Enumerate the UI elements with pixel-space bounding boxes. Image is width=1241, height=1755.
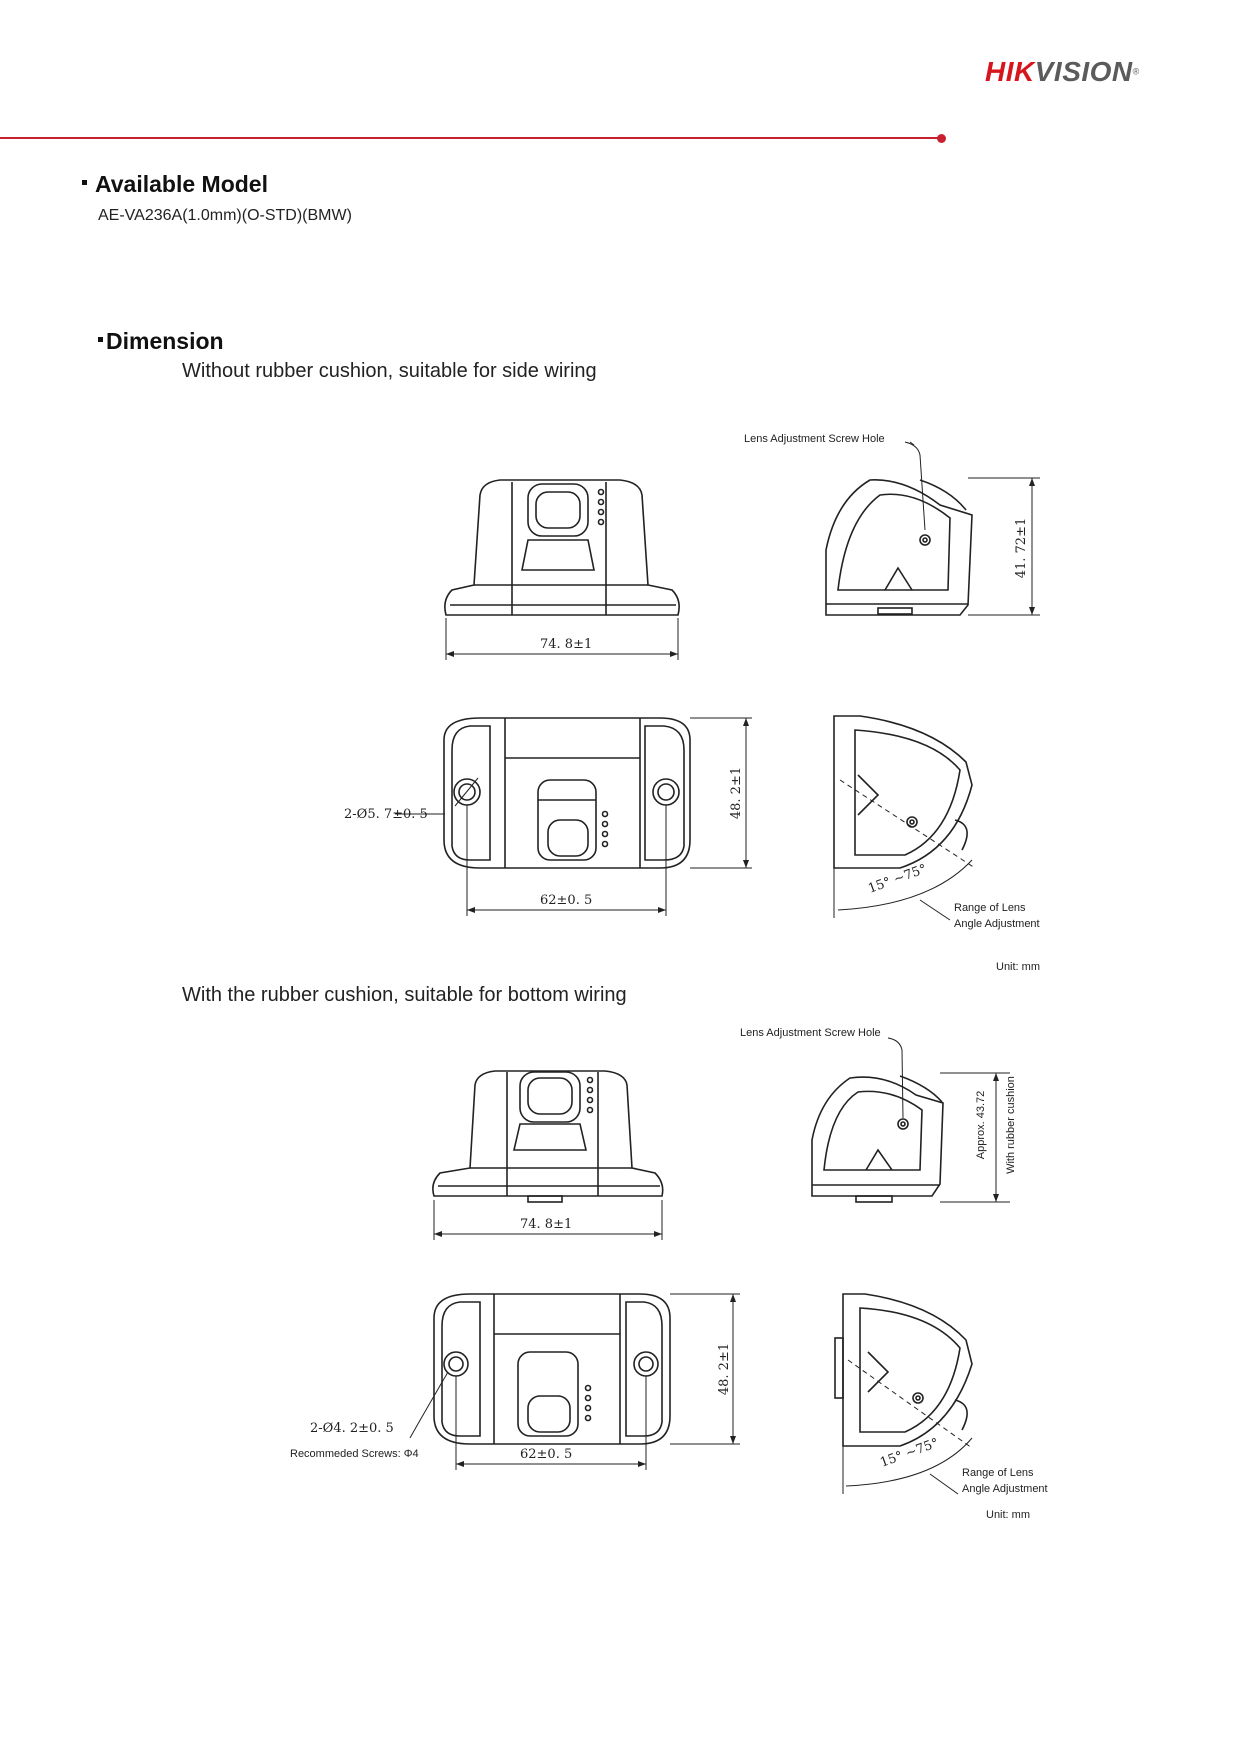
fig1-front-view [445,480,679,615]
fig2-range-label-2: Angle Adjustment [962,1483,1048,1495]
fig2-width-top: 62±0. 5 [520,1447,573,1462]
figure1-caption: Without rubber cushion, suitable for side wiring [182,360,597,382]
fig1-hole-label: 2-Ø5. 7±0. 5 [344,807,428,822]
fig2-height-side-1: Approx. 43.72 [975,1090,987,1160]
fig2-angle-label: 15° ~75° [878,1435,941,1471]
fig2-width-front: 74. 8±1 [520,1217,573,1232]
fig1-unit: Unit: mm [996,961,1040,973]
fig2-side-view [812,1076,943,1202]
fig1-angle-label: 15° ~75° [866,861,929,897]
fig1-screw-hole-label: Lens Adjustment Screw Hole [744,433,885,445]
fig1-top-side-view [834,716,975,920]
fig2-screw-hole-label: Lens Adjustment Screw Hole [740,1027,881,1039]
model-number: AE-VA236A(1.0mm)(O-STD)(BMW) [98,207,352,224]
fig2-top-side-view [835,1294,972,1494]
fig1-width-top: 62±0. 5 [540,893,593,908]
fig1-height-side: 41. 72±1 [1014,517,1029,579]
fig2-unit: Unit: mm [986,1509,1030,1521]
fig2-height-side-2: With rubber cushion [1005,1076,1017,1174]
fig1-range-label-2: Angle Adjustment [954,918,1040,930]
fig2-top-view [434,1294,670,1444]
dimension-heading: Dimension [98,328,224,355]
figure2-caption: With the rubber cushion, suitable for bottom wiring [182,984,627,1006]
fig2-screws-label: Recommeded Screws: Φ4 [290,1448,419,1460]
fig1-side-view [826,480,972,615]
fig1-height-top: 48. 2±1 [729,766,744,820]
fig1-width-front: 74. 8±1 [540,637,593,652]
available-model-heading: Available Model [82,171,268,198]
fig1-range-label-1: Range of Lens [954,902,1026,914]
fig1-top-view [444,718,690,868]
hikvision-logo: HIKVISION® [985,56,1140,87]
fig2-hole-label: 2-Ø4. 2±0. 5 [310,1421,394,1436]
fig2-front-view [433,1071,663,1202]
fig2-height-top: 48. 2±1 [717,1342,732,1396]
fig2-range-label-1: Range of Lens [962,1467,1034,1479]
